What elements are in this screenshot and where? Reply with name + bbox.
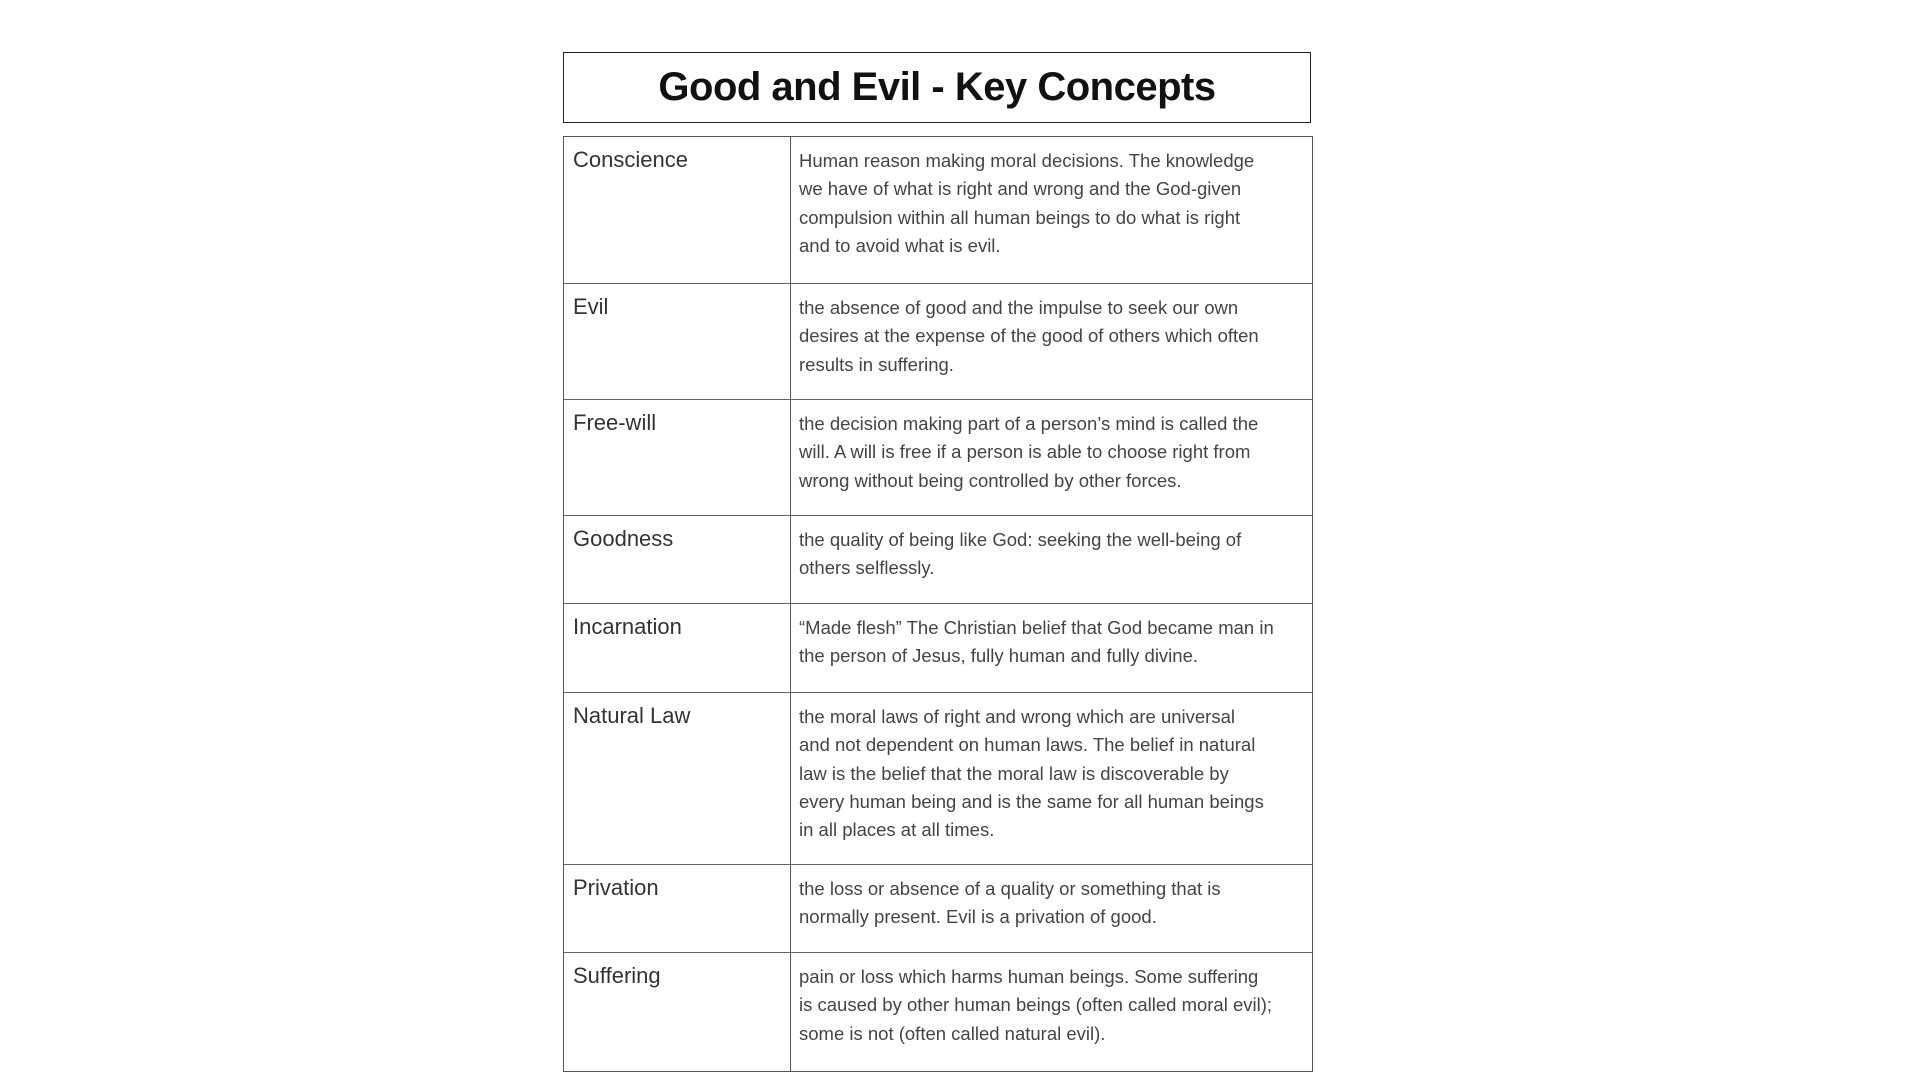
concept-definition (791, 284, 1312, 399)
definition-line: the loss or absence of a quality or something that is (799, 878, 1221, 899)
title-box (563, 52, 1311, 123)
definition-line: some is not (often called natural evil). (799, 1022, 1106, 1044)
table-row (564, 515, 1312, 603)
page-title: Good and Evil - Key Concepts (658, 65, 1216, 109)
key-concepts-table (563, 136, 1313, 1072)
definition-line: and not dependent on human laws. The belief in natural (799, 734, 1256, 756)
definition-line: “Made flesh” The Christian belief that God became man in (799, 617, 1274, 638)
concept-term: Incarnation (564, 604, 791, 692)
definition-line: the absence of good and the impulse to seek our own (799, 297, 1239, 318)
table-row (564, 283, 1312, 399)
table-row (564, 137, 1312, 283)
concept-definition (791, 953, 1312, 1071)
concept-term: Privation (564, 865, 791, 952)
definition-line: the quality of being like God: seeking the well-being of (799, 529, 1242, 550)
concept-term: Goodness (564, 516, 791, 603)
table-row (564, 952, 1312, 1071)
table-row (564, 864, 1312, 952)
definition-line: in all places at all times. (799, 819, 995, 841)
definition-line: the decision making part of a person’s mind is called the (799, 413, 1259, 434)
concept-definition (791, 516, 1312, 603)
definition-line: normally present. Evil is a privation of good. (799, 906, 1157, 928)
definition-line: results in suffering. (799, 353, 954, 375)
concept-term: Natural Law (564, 693, 791, 864)
definition-line: others selflessly. (799, 557, 935, 579)
definition-line: is caused by other human beings (often called moral evil); (799, 994, 1273, 1016)
concept-definition (791, 400, 1312, 515)
concept-term: Conscience (564, 137, 791, 283)
definition-line: the moral laws of right and wrong which are universal (799, 706, 1235, 727)
definition-line: and to avoid what is evil. (799, 234, 1001, 256)
concept-definition (791, 604, 1312, 692)
definition-line: we have of what is right and wrong and the God-given (799, 178, 1242, 200)
concept-definition (791, 865, 1312, 952)
definition-line: desires at the expense of the good of others which often (799, 325, 1259, 347)
concept-definition (791, 693, 1312, 864)
definition-line: every human being and is the same for all human beings (799, 790, 1264, 812)
concept-term: Free-will (564, 400, 791, 515)
definition-line: pain or loss which harms human beings. Some suffering (799, 966, 1259, 987)
definition-line: wrong without being controlled by other forces. (799, 469, 1182, 491)
table-row (564, 603, 1312, 692)
table-row (564, 692, 1312, 864)
definition-line: compulsion within all human beings to do what is right (799, 206, 1241, 228)
definition-line: the person of Jesus, fully human and fully divine. (799, 645, 1199, 667)
concept-term: Suffering (564, 953, 791, 1071)
table-row (564, 399, 1312, 515)
definition-line: law is the belief that the moral law is discoverable by (799, 762, 1229, 784)
concept-definition (791, 137, 1312, 283)
definition-line: Human reason making moral decisions. The knowledge (799, 150, 1255, 171)
definition-line: will. A will is free if a person is able to choose right from (799, 441, 1251, 463)
concept-term: Evil (564, 284, 791, 399)
